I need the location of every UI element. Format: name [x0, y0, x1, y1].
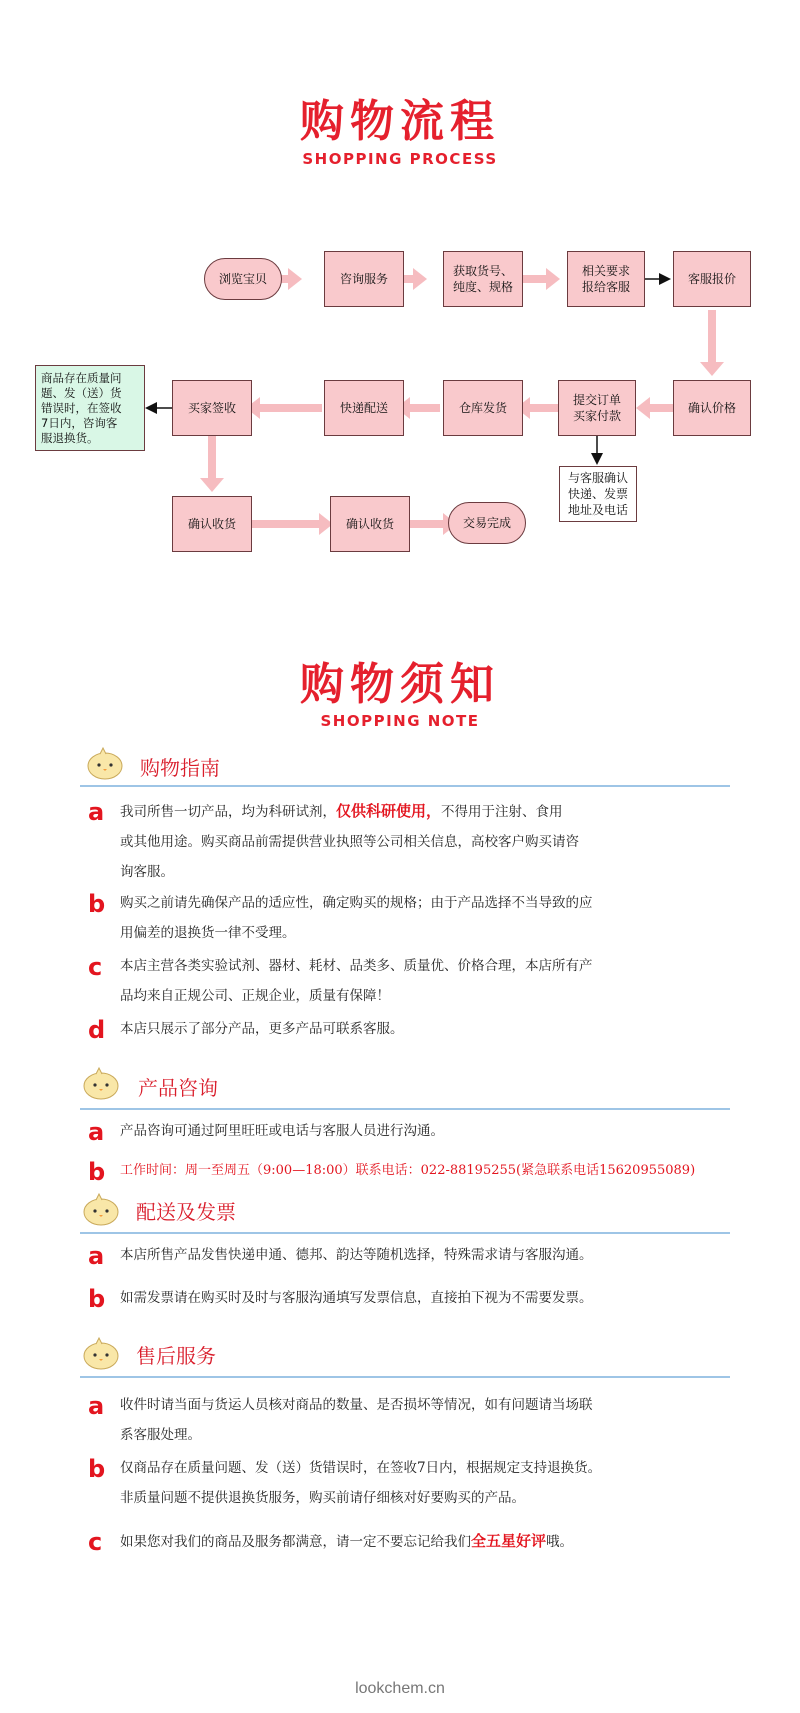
node-done: 交易完成	[448, 502, 526, 544]
item-letter: c	[88, 1528, 103, 1556]
arrow-delivery-sign	[246, 397, 322, 419]
aftersales-item-a	[120, 1390, 720, 1450]
section-title-consult: 产品咨询	[138, 1076, 218, 1100]
item-letter: b	[88, 890, 106, 918]
node-get-info: 获取货号、 纯度、规格	[443, 251, 523, 307]
section-divider	[80, 1232, 730, 1234]
research-only-highlight: 仅供科研使用，	[336, 802, 442, 820]
guide-item-c	[120, 951, 720, 1011]
section-divider	[80, 1376, 730, 1378]
guide-item-a	[120, 796, 720, 887]
consult-item-a	[120, 1116, 720, 1146]
node-receive-2: 确认收货	[330, 496, 410, 552]
aftersales-a-line1: 收件时请当面与货运人员核对商品的数量、是否损坏等情况，如有问题请当场联	[120, 1397, 593, 1413]
item-letter: b	[88, 1455, 106, 1483]
five-star-highlight: 全五星好评	[471, 1532, 547, 1550]
chick-icon	[82, 1066, 120, 1100]
node-warehouse: 仓库发货	[443, 380, 523, 436]
section-title-aftersales: 售后服务	[136, 1344, 216, 1368]
aftersales-c-text-end: 哦。	[546, 1534, 574, 1550]
note-subtitle: SHOPPING NOTE	[320, 712, 480, 730]
section-title-guide: 购物指南	[140, 756, 220, 780]
chick-icon	[86, 746, 124, 780]
consult-item-b	[120, 1156, 800, 1186]
guide-b-line1: 购买之前请先确保产品的适应性，确定购买的规格；由于产品选择不当导致的应	[120, 895, 593, 911]
guide-item-b	[120, 888, 720, 948]
footer-watermark: lookchem.cn	[355, 1680, 445, 1697]
item-letter: a	[88, 1242, 105, 1270]
aftersales-item-c	[120, 1526, 720, 1557]
arrow-quote-confirm	[700, 310, 724, 376]
aftersales-c-text: 如果您对我们的商品及服务都满意，请一定不要忘记给我们	[120, 1534, 471, 1550]
node-confirm-price: 确认价格	[673, 380, 751, 436]
process-subtitle: SHOPPING PROCESS	[302, 150, 498, 168]
arrow-confirm-submit	[636, 397, 678, 419]
delivery-item-a	[120, 1240, 720, 1270]
node-submit-order: 提交订单 买家付款	[558, 380, 636, 436]
chick-icon	[82, 1192, 120, 1226]
guide-c-line1: 本店主营各类实验试剂、器材、耗材、品类多、质量优、价格合理，本店所有产	[120, 958, 593, 974]
guide-b-line2: 用偏差的退换货一律不受理。	[120, 925, 296, 941]
work-hours-contact: 工作时间：周一至周五（9:00—18:00）联系电话：022-88195255(紧急联系电话15620955089)	[120, 1163, 696, 1178]
arrow-sign-receive	[200, 436, 224, 492]
node-delivery: 快递配送	[324, 380, 404, 436]
delivery-item-b	[120, 1283, 720, 1313]
guide-a-line3: 询客服。	[120, 864, 174, 880]
item-letter: b	[88, 1285, 106, 1313]
consult-a-line1: 产品咨询可通过阿里旺旺或电话与客服人员进行沟通。	[120, 1123, 444, 1139]
aftersales-a-line2: 系客服处理。	[120, 1427, 201, 1443]
guide-item-d	[120, 1014, 720, 1044]
item-letter: b	[88, 1158, 106, 1186]
section-title-delivery: 配送及发票	[136, 1200, 236, 1224]
guide-a-text: 我司所售一切产品，均为科研试剂，	[120, 804, 336, 820]
aftersales-b-line2: 非质量问题不提供退换货服务，购买前请仔细核对好要购买的产品。	[120, 1490, 525, 1506]
section-divider	[80, 785, 730, 787]
guide-c-line2: 品均来自正规公司、正规企业，质量有保障！	[120, 988, 390, 1004]
note-title: 购物须知	[300, 659, 500, 710]
item-letter: a	[88, 798, 105, 826]
item-letter: c	[88, 953, 103, 981]
node-quality-issue: 商品存在质量问 题、发（送）货 错误时，在签收 7日内，咨询客 服退换货。	[35, 365, 145, 451]
process-title: 购物流程	[300, 96, 500, 147]
chick-icon	[82, 1336, 120, 1370]
delivery-b-line1: 如需发票请在购买时及时与客服沟通填写发票信息，直接拍下视为不需要发票。	[120, 1290, 593, 1306]
section-divider	[80, 1108, 730, 1110]
guide-a-line2: 或其他用途。购买商品前需提供营业执照等公司相关信息，高校客户购买请咨	[120, 834, 579, 850]
delivery-a-line1: 本店所售产品发售快递申通、德邦、韵达等随机选择，特殊需求请与客服沟通。	[120, 1247, 593, 1263]
item-letter: a	[88, 1118, 105, 1146]
node-browse: 浏览宝贝	[204, 258, 282, 300]
aftersales-item-b	[120, 1453, 720, 1513]
node-sign: 买家签收	[172, 380, 252, 436]
guide-d-line1: 本店只展示了部分产品，更多产品可联系客服。	[120, 1021, 404, 1037]
node-confirm-ship: 与客服确认 快递、发票 地址及电话	[559, 466, 637, 522]
node-quote: 客服报价	[673, 251, 751, 307]
arrow-receive1-receive2	[252, 513, 333, 535]
node-send-req: 相关要求 报给客服	[567, 251, 645, 307]
item-letter: a	[88, 1392, 105, 1420]
node-consult: 咨询服务	[324, 251, 404, 307]
item-letter: d	[88, 1016, 106, 1044]
aftersales-b-line1: 仅商品存在质量问题、发（送）货错误时，在签收7日内，根据规定支持退换货。	[120, 1460, 602, 1476]
guide-a-text-end: 不得用于注射、食用	[441, 804, 563, 820]
node-receive-1: 确认收货	[172, 496, 252, 552]
